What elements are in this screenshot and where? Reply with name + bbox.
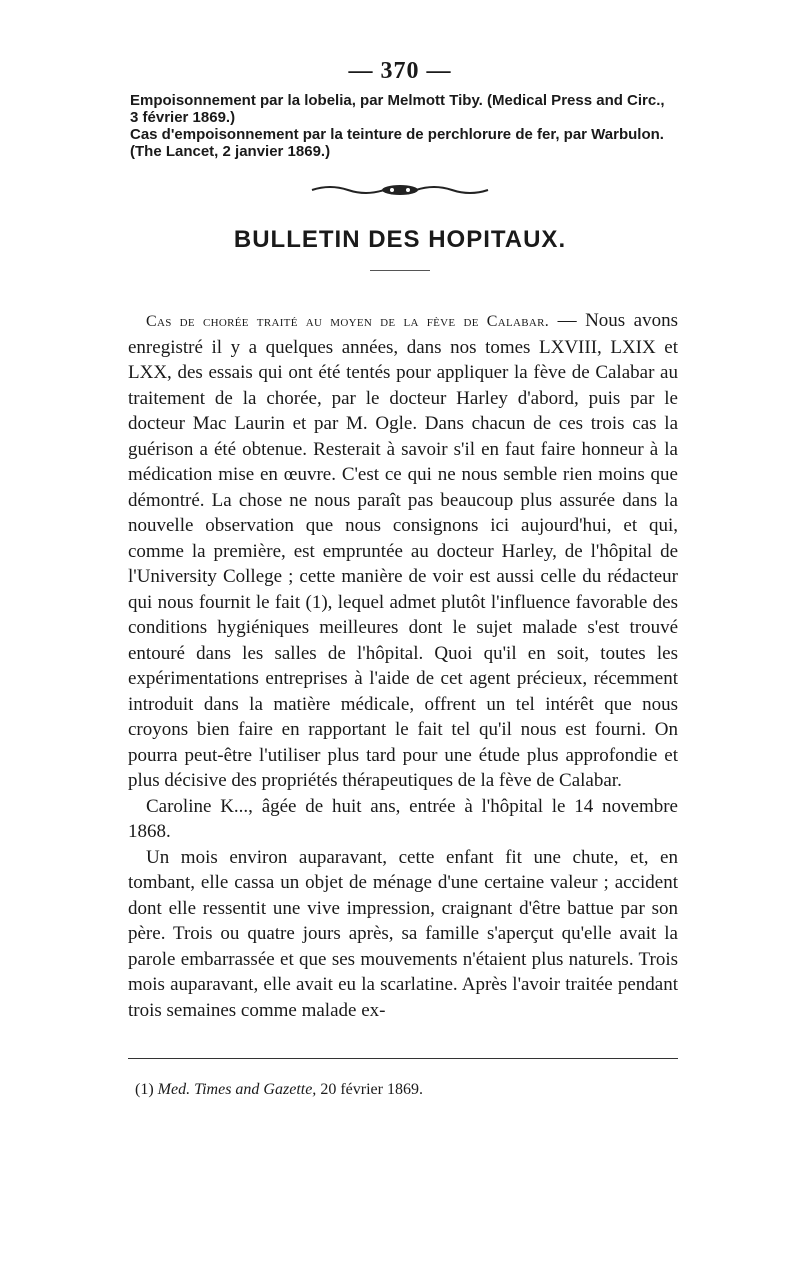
paragraph-text: — Nous avons enregistré il y a quelques années, dans nos tomes LXVIII, LXIX et LXX, des essais qui ont été tentés pour appliquer la fève de Calabar au traitement de la chorée, par le docteur Harley d'abord, puis par le docteur Mac Laurin et par M. Ogle. Dans chacun de ces trois cas la guérison a été obtenue. Resterait à savoir s'il en faut faire honneur à la médication mise en œuvre. C'est ce qui ne nous semble rien moins que démontré. La chose ne nous paraît pas beaucoup plus assurée dans la nouvelle observation que nous consignons ici aujourd'hui, et qui, comme la première, est empruntée au docteur Harley, de l'hôpital de l'University College ; cette manière de voir est aussi celle du rédacteur qui nous fournit le fait (1), lequel admet plutôt l'influence favorable des conditions hygiéniques meilleures dont le sujet malade s'est trouvé entouré dans les salles de l'hôpital. Quoi qu'il en soit, toutes les expérimentations entreprises à l'aide de cet agent précieux, récemment introduit dans la matière médicale, offrent un tel intérêt que nous croyons bien faire en rapportant le fait tel qu'il nous est fourni. On pourra peut-être l'utiliser plus tard pour une étude plus approfondie et plus décisive des propriétés thérapeutiques de la fève de Calabar.: [128, 310, 679, 791]
paragraph: Caroline K..., âgée de huit ans, entrée à l'hôpital le 14 novembre 1868.: [128, 795, 678, 842]
heading-rule: [370, 270, 430, 271]
paragraph: Un mois environ auparavant, cette enfant fit une chute, et, en tombant, elle cassa un objet de ménage d'une certaine valeur ; accident dont elle ressentit une vive impression, craignant d'être battue par son père. Trois ou quatre jours après, sa famille s'aperçut qu'elle avait la parole embarrassée et que ses mouvements n'étaient plus naturels. Trois mois auparavant, elle avait eu la scarlatine. Après l'avoir traitée pendant trois semaines comme malade ex-: [128, 846, 678, 1021]
section-heading: BULLETIN DES HOPITAUX.: [233, 226, 567, 253]
page-number: — 370 —: [348, 58, 452, 84]
reference-line: Cas d'empoisonnement par la teinture de perchlorure de fer, par Warbulon.: [130, 126, 664, 143]
reference-line: Empoisonnement par la lobelia, par Melmott Tiby. (Medical Press and Circ.,: [130, 92, 665, 109]
case-title: Cas de chorée traité au moyen de la fève de Calabar.: [146, 313, 550, 330]
footnote-source: Med. Times and Gazette,: [157, 1081, 317, 1098]
reference-line: 3 février 1869.): [130, 109, 236, 126]
footnote-date: 20 février 1869.: [320, 1081, 423, 1098]
ornament-divider-icon: [0, 180, 800, 200]
article-body: [128, 308, 678, 1023]
paragraph: [128, 308, 678, 794]
footnote-marker: (1): [135, 1081, 154, 1098]
bibliography-references: [130, 92, 690, 160]
footnote: [135, 1080, 675, 1100]
reference-line: (The Lancet, 2 janvier 1869.): [130, 143, 331, 160]
footnote-rule: [128, 1058, 678, 1059]
